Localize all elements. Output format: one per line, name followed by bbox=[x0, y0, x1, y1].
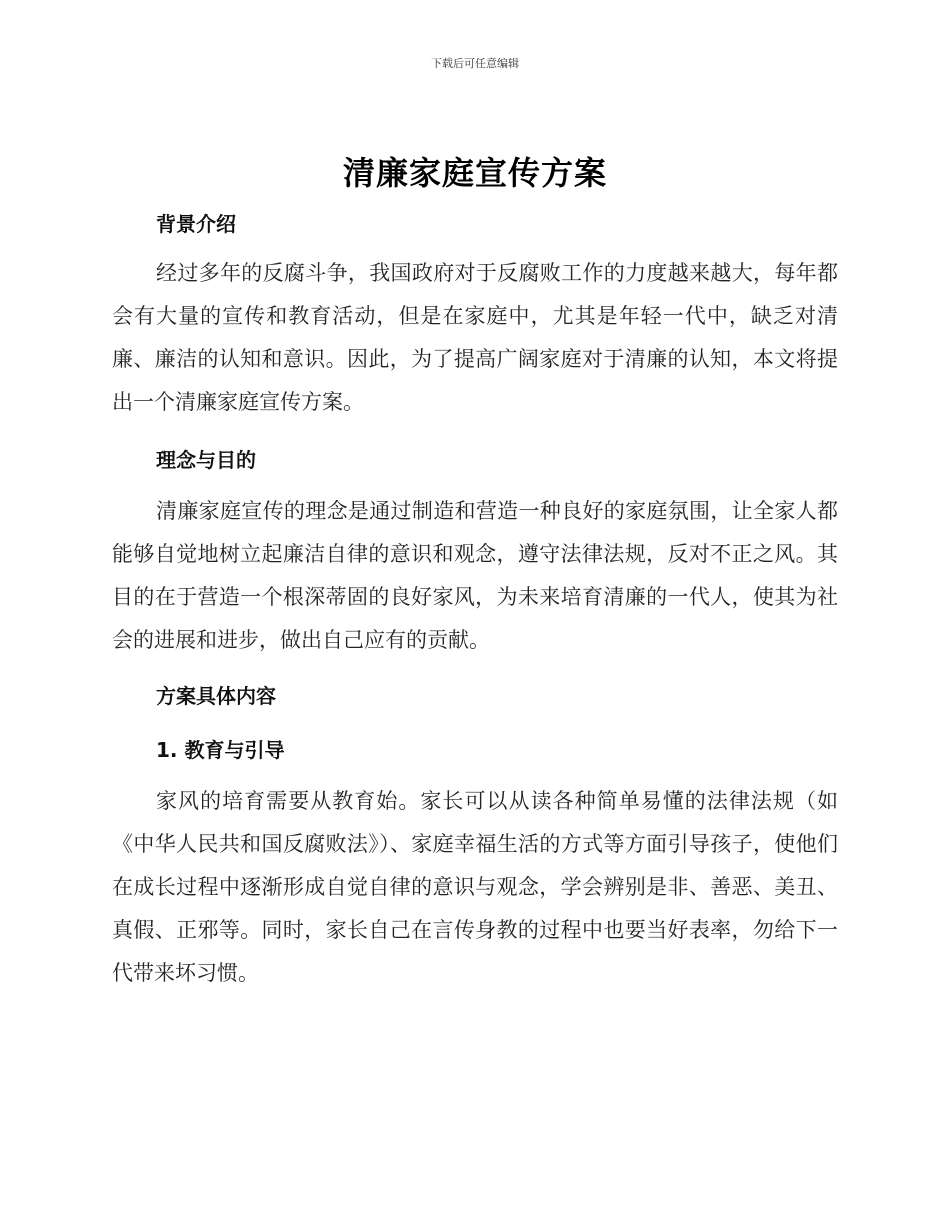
section-paragraph-background: 经过多年的反腐斗争，我国政府对于反腐败工作的力度越来越大，每年都会有大量的宣传和教育活动，但是在家庭中，尤其是年轻一代中，缺乏对清廉、廉洁的认知和意识。因此，为了提高广阔家庭对于清廉的认知，本文将提出一个清廉家庭宣传方案。 bbox=[112, 261, 838, 414]
document-title: 清廉家庭宣传方案 bbox=[342, 154, 607, 192]
section-paragraph-concept: 清廉家庭宣传的理念是通过制造和营造一种良好的家庭氛围，让全家人都能够自觉地树立起廉洁自律的意识和观念，遵守法律法规，反对不正之风。其目的在于营造一个根深蒂固的良好家风，为未来培育清廉的一代人，使其为社会的进展和进步，做出自己应有的贡献。 bbox=[112, 499, 838, 652]
section-heading-concept: 理念与目的 bbox=[156, 448, 256, 472]
subsection-paragraph-education: 家风的培育需要从教育始。家长可以从读各种简单易懂的法律法规（如《中华人民共和国反腐败法》）、家庭幸福生活的方式等方面引导孩子，使他们在成长过程中逐渐形成自觉自律的意识与观念，学会辨别是非、善恶、美丑、真假、正邪等。同时，家长自己在言传身教的过程中也要当好表率，勿给下一代带来坏习惯。 bbox=[112, 789, 838, 985]
subsection-heading-education: 1. 教育与引导 bbox=[156, 738, 285, 762]
section-heading-plan-content: 方案具体内容 bbox=[156, 684, 276, 708]
section-heading-background: 背景介绍 bbox=[156, 212, 236, 236]
header-note: 下载后可任意编辑 bbox=[431, 57, 519, 70]
